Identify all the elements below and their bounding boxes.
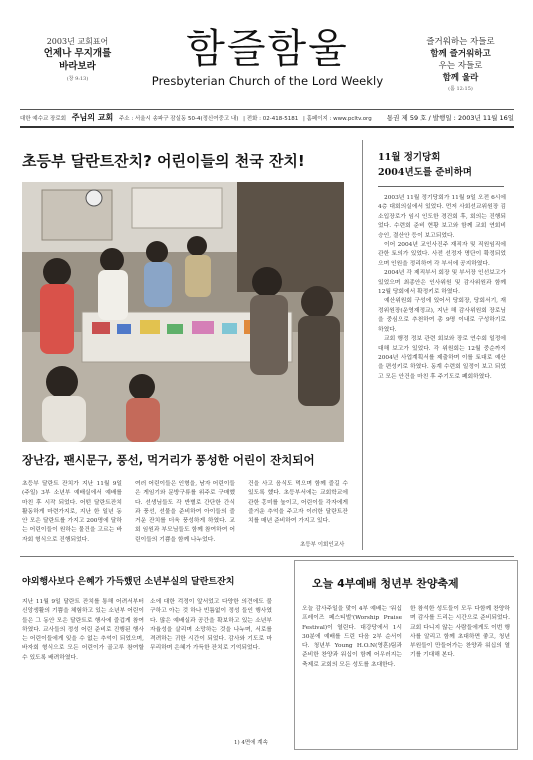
masthead — [150, 26, 385, 88]
lead-headline: 초등부 달란트잔치? 어린이들의 천국 잔치! — [22, 152, 305, 170]
story3-column: 한 참석한 성도들이 모두 다함께 찬양하며 감사를 드리는 시간으로 준비되었다. 교회 다니지 않는 사람들에게도 이번 행사를 알리고 함께 초대하면 좋고, 청년부원들이 만들어가는 찬양과 워십의 열기를 기대해 본다. — [410, 606, 510, 659]
sidebar-paragraph: 2004년 각 제직부서 회장 및 부서장 인선보고가 있었으며 최종안은 인사위원 및 감사위원과 함께 12월 당회에서 확정키로 하였다. — [378, 270, 506, 296]
story2-column: 지난 11월 9일 달란트 잔치를 통해 어려서부터 신앙생활의 기쁨을 체험하고 있는 소년부 어린이들은 그 동안 모은 달란트로 행사에 즐겁게 참여하였다. 교사들의 정성 어린 준비로 진행된 행사는 어린이들에게 잊을 수 없는 추억이 되었으며, 바자회 형식으로 모든 어린이가 골고루 참여할 수 있도록 배려하였다. — [22, 599, 144, 661]
denomination: 대한 예수교 장로회 — [20, 116, 67, 122]
header-rule-bottom — [20, 126, 514, 128]
issue-info: 통권 제 59 호 / 발행일 : 2003년 11월 16일 — [386, 114, 514, 122]
continued-note: 1) 4면에 계속 — [234, 740, 268, 746]
sidebar-title-line: 2004년도를 준비하며 — [378, 167, 472, 178]
sidebar-rule — [378, 186, 504, 187]
motto-year: 2003년 교회표어 — [46, 37, 109, 46]
right-motto — [398, 36, 523, 92]
lead-story-column: 초등부 달란트 잔치가 지난 11월 9일(주일) 3부 소년부 예배실에서 예배를 마친 후 시작 되었다. 어떤 달란트잔치 활동하게 마련가지로, 지난 한 일년 동안 모은 달란트를 가지고 200명에 달하는 어린이들이 원하는 물건을 고르는 바자회 형식으로 진행되었다. — [22, 481, 122, 543]
masthead-title-korean: 함즐함울 — [186, 26, 349, 72]
motto-ref: (창 9:13) — [66, 76, 89, 82]
sidebar-paragraph: 2003년 11월 정기당회가 11월 9일 오전 6시에 4층 대회의실에서 있었다. 먼저 사회선교위원장 김소입장로가 임시 인도한 경건회 후, 회의는 진행되었다. 수련회 준비 현황 보고와 함께 교회 연회비 승인, 결산안 등이 보고되었다. — [378, 195, 506, 239]
motto-line: 함께 울라 — [442, 73, 479, 83]
sidebar-paragraph: 예산위원회 구성에 있어서 당회장, 당회서기, 재정위원장(운영재정교), 지난 해 감사위원회 장로님을 중심으로 추천하여 총 9명 이내로 구성하기로 하였다. — [378, 298, 506, 333]
story3-column: 오늘 감사주일을 맞이 4부 예배는 '워십 프레이즈 페스티벌'(Worship Praise Festival)이 열린다. 대강당에서 1시 30분에 예배를 드린 다음 2부 순서이다. 청년부 Young H.O.N(영혼)팀과 준비한 찬양과 워십이 함께 어우러지는 축제로 교회의 모든 성도를 초대한다. — [302, 606, 402, 668]
motto-ref: (롬 12:15) — [448, 86, 473, 92]
sidebar-title-line: 11월 정기당회 — [378, 152, 441, 163]
lead-story-column: 건을 사고 음식도 먹으며 함께 즐길 수 있도록 했다. 초등부서에는 교회학교에 관한 홍미를 높이고, 어린이들 각자에게 즐거운 추억을 주고자 이러한 달란트잔치를 매년 준비하여 가지고 있다. — [248, 481, 348, 525]
church-name: 주님의 교회 — [71, 113, 114, 122]
motto-line: 바라보라 — [59, 61, 96, 72]
motto-line: 언제나 무지개를 — [43, 48, 112, 59]
header-rule-top — [20, 109, 514, 110]
sidebar-divider — [362, 140, 363, 550]
lead-photo — [22, 182, 344, 442]
left-motto — [20, 36, 135, 82]
masthead-title-english: Presbyterian Church of the Lord Weekly — [151, 74, 384, 88]
lead-story-column: 여러 어린이들은 인형을, 남자 어린이들은 게임기와 문방구류를 위주로 구매했다. 선생님들도 각 반별로 간단한 간식과 풍선, 선물을 준비하여 아이들의 즐거운 잔치를 더욱 풍성하게 하였다. 교회 임원과 부모님들도 함께 참여하여 어린이들의 기쁨을 함께 나누었다. — [135, 481, 235, 543]
sidebar-paragraph: 교회 행정 정보 관련 회보와 장로 연수회 일정에 대해 보고가 있었다. 각 위원회는 12월 중순까지 2004년 사업계획서를 제출하며 이를 토대로 예산을 편성키로 하였다. 동계 수련회 일정이 보고 되었고 모든 안건을 마친 후 주기도로 폐회하였다. — [378, 336, 506, 380]
story3-headline: 오늘 4부예배 청년부 찬양축제 — [312, 577, 459, 590]
story2-column: 소에 대한 걱정이 앞서었고 다양한 의견에도 불구하고 아는 것 하나 빈틈없이 정성 들인 행사였다. 많은 예배실과 공간을 확보하고 있는 소년부 자율성을 살리며 소망하는 것을 나누며, 서로를 격려하는 귀한 시간이 되었다. 감사와 기도로 마무리하며 은혜가 가득한 잔치로 기억되었다. — [150, 599, 272, 652]
motto-line: 우는 자들로 — [438, 61, 483, 71]
photo-credit: 초등부 이회인교사 — [300, 542, 345, 548]
children-shopping-illustration — [22, 182, 344, 442]
section-divider — [20, 556, 514, 557]
info-bar: 대한 예수교 장로회 주님의 교회 주소 : 서울시 송파구 잠실동 50-4(정신여중고 내) | 전화 : 02-418-5181 | 홈페이지 : www.pcltv.org 통권 제 59 호 / 발행일 : 2003년 11월 16일 — [20, 111, 514, 125]
church-homepage: 홈페이지 : www.pcltv.org — [306, 116, 372, 122]
story2-headline: 야외행사보다 은혜가 가득했던 소년부실의 달란트잔치 — [22, 577, 235, 587]
motto-line: 즐거워하는 자들로 — [426, 37, 495, 47]
sidebar-paragraph: 이어 2004년 교인사진주 재직자 및 직원임직에 관한 토의가 있었다. 사전 선정자 명단이 확정되었으며 인원을 정리하여 각 부서에 공지하였다. — [378, 242, 506, 267]
photo-caption: 장난감, 팬시문구, 풍선, 먹거리가 풍성한 어린이 잔치되어 — [22, 453, 315, 467]
motto-line: 함께 즐거워하고 — [430, 49, 491, 59]
church-address: 주소 : 서울시 송파구 잠실동 50-4(정신여중고 내) — [118, 116, 239, 122]
sidebar-title — [378, 150, 518, 180]
church-phone: 전화 : 02-418-5181 — [246, 116, 299, 122]
sidebar-body — [378, 194, 506, 539]
